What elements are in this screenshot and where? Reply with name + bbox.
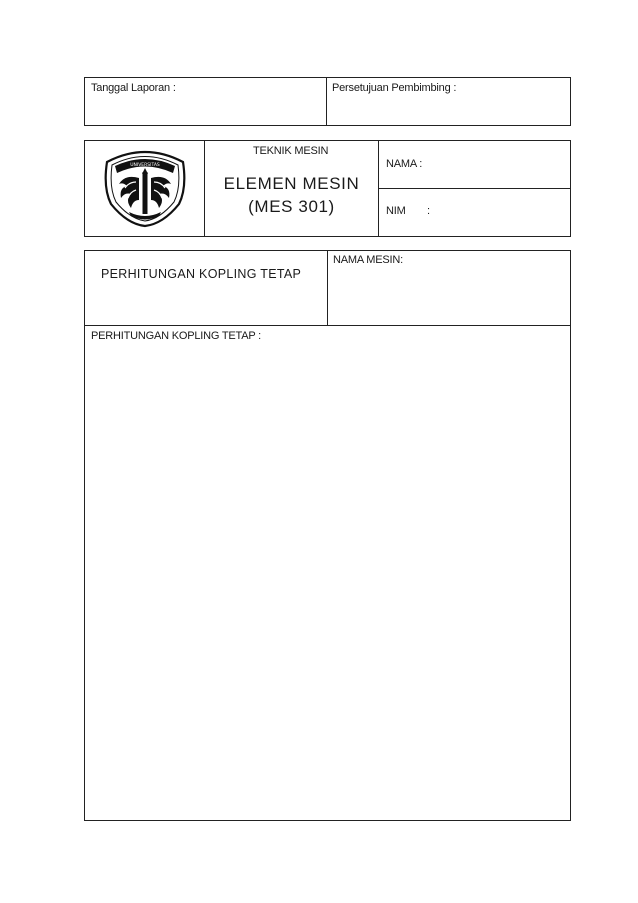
emblem-banner-text: UNIVERSITAS	[130, 163, 160, 168]
topic-bottom-line	[84, 325, 571, 326]
header-divider	[326, 77, 327, 126]
supervisor-approval-label: Persetujuan Pembimbing :	[332, 82, 457, 94]
calculation-section-label: PERHITUNGAN KOPLING TETAP :	[91, 330, 262, 342]
course-name-text: ELEMEN MESIN	[223, 174, 360, 193]
report-date-label: Tanggal Laporan :	[91, 82, 176, 94]
student-id-label: NIM	[386, 205, 406, 217]
topic-title: PERHITUNGAN KOPLING TETAP	[101, 267, 302, 281]
university-emblem-logo	[103, 144, 187, 228]
student-id-colon: :	[427, 205, 430, 217]
course-name	[205, 172, 378, 218]
machine-name-label: NAMA MESIN:	[333, 254, 403, 266]
name-nim-divider	[378, 188, 571, 189]
topic-divider	[327, 250, 328, 326]
course-code: (MES 301)	[248, 197, 335, 216]
department-label: TEKNIK MESIN	[253, 145, 329, 157]
student-name-label: NAMA :	[386, 158, 423, 170]
